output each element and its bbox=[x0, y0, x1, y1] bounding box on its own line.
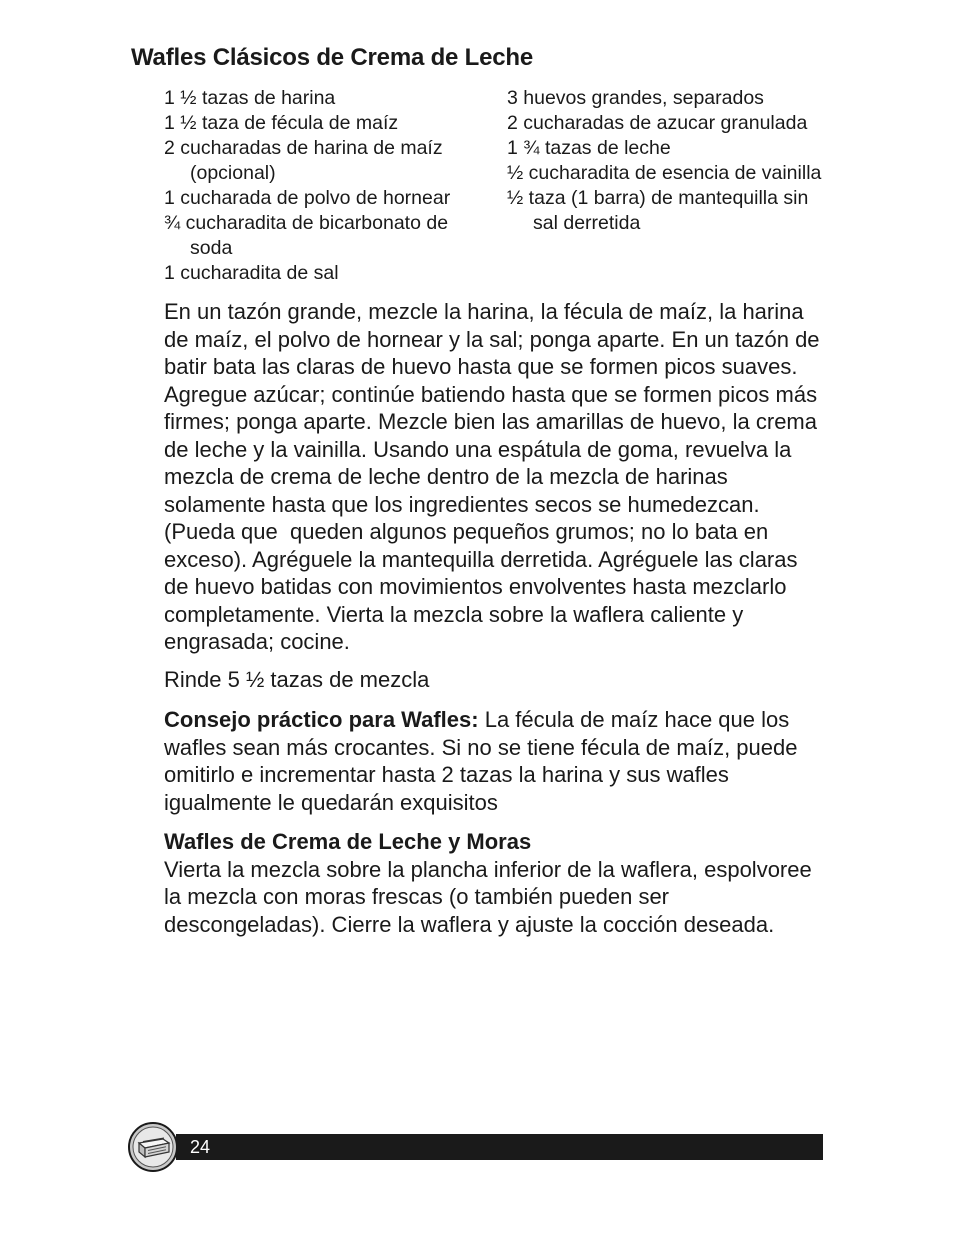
ingredients-left-column bbox=[164, 86, 494, 286]
variation-title: Wafles de Crema de Leche y Moras bbox=[164, 829, 532, 854]
ingredient-item: 1 ¾ tazas de leche bbox=[507, 137, 671, 159]
ingredient-item: 1 cucharada de polvo de hornear bbox=[164, 187, 451, 209]
ingredient-item: 1 ½ tazas de harina bbox=[164, 87, 336, 109]
ingredient-item: 3 huevos grandes, separados bbox=[507, 87, 764, 109]
variation-text: Vierta la mezcla sobre la plancha inferior de la waflera, espolvoree la mezcla con moras frescas (o también pueden ser descongeladas). Cierre la waflera y ajuste la cocción deseada. bbox=[164, 856, 818, 937]
ingredient-item: 2 cucharadas de harina de maíz (opcional) bbox=[164, 137, 449, 184]
ingredient-item: 2 cucharadas de azucar granulada bbox=[507, 112, 808, 134]
ingredient-item: ¾ cucharadita de bicarbonato de soda bbox=[164, 212, 454, 259]
ingredient-item: 1 cucharadita de sal bbox=[164, 262, 339, 284]
ingredient-item: 1 ½ taza de fécula de maíz bbox=[164, 112, 399, 134]
recipe-title: Wafles Clásicos de Crema de Leche bbox=[131, 44, 534, 71]
ingredient-item: ½ cucharadita de esencia de vainilla bbox=[507, 162, 822, 184]
page-number: 24 bbox=[190, 1137, 211, 1157]
footer-bar bbox=[176, 1134, 823, 1160]
instructions-paragraph: En un tazón grande, mezcle la harina, la fécula de maíz, la harina de maíz, el polvo de hornear y la sal; ponga aparte. En un tazón de batir bata las claras de huevo hasta que se formen picos suaves. Agregue azúcar; continúe batiendo hasta que se formen picos más firmes; ponga aparte. Mezcle bien las amarillas de huevo, la crema de leche y la vainilla. Usando una espátula de goma, revuelva la mezcla de crema de leche dentro de la mezcla de harinas solamente hasta que los ingredientes secos se humedezcan. (Pueda que queden algunos pequeños grumos; no lo bata en exceso). Agréguele la mantequilla derretida. Agréguele las claras de huevo batidas con movimientos envolventes hasta mezclarlo completamente. Vierta la mezcla sobre la waflera caliente y engrasada; cocine. bbox=[164, 299, 826, 654]
tip-paragraph bbox=[164, 706, 828, 816]
yield-text: Rinde 5 ½ tazas de mezcla bbox=[164, 667, 430, 692]
tip-label: Consejo práctico para Wafles: bbox=[164, 707, 479, 732]
tip-text: La fécula de maíz hace que los wafles sean más crocantes. Si no se tiene fécula de maíz, puede omitirlo e incrementar hasta 2 tazas la harina y sus wafles igualmente le quedarán exquisitos bbox=[164, 707, 804, 815]
ingredient-item: ½ taza (1 barra) de mantequilla sin sal derretida bbox=[507, 187, 814, 234]
variation-section bbox=[164, 828, 828, 938]
waffle-maker-icon bbox=[127, 1121, 179, 1173]
ingredients-right-column bbox=[507, 86, 837, 236]
